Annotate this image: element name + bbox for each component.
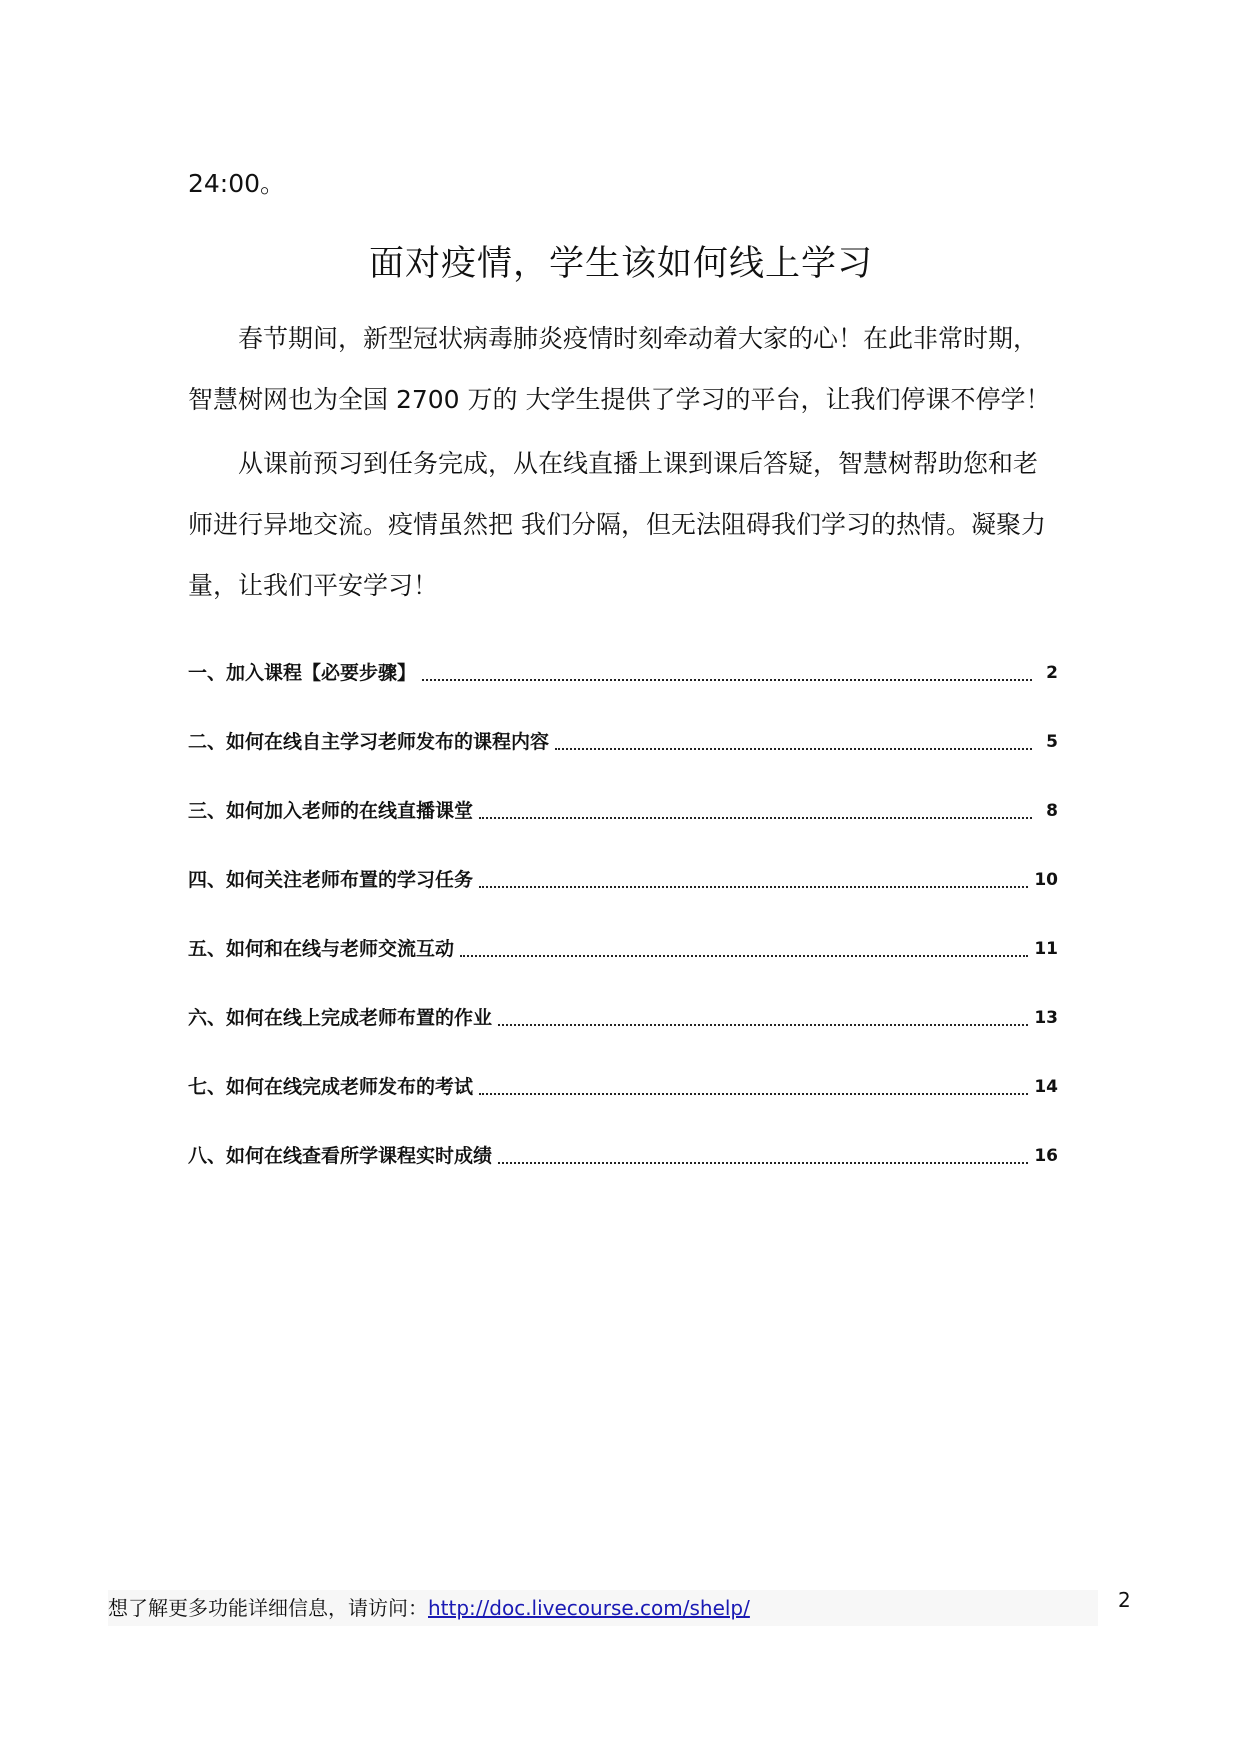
continued-text-fragment: 24:00。 (188, 169, 286, 198)
toc-dot-leader (460, 955, 1028, 957)
toc-entry-page: 10 (1034, 870, 1058, 890)
toc-entry-label: 二、如何在线自主学习老师发布的课程内容 (188, 731, 550, 753)
toc-entry-label: 三、如何加入老师的在线直播课堂 (188, 800, 474, 822)
toc-entry-label: 四、如何关注老师布置的学习任务 (188, 869, 474, 891)
toc-entry[interactable] (188, 864, 1058, 894)
toc-entry-page: 8 (1046, 801, 1058, 821)
help-link[interactable]: http://doc.livecourse.com/shelp/ (428, 1596, 750, 1620)
toc-dot-leader (479, 817, 1032, 819)
toc-dot-leader (479, 1093, 1028, 1095)
intro-paragraph-1 (188, 308, 1056, 430)
toc-entry[interactable] (188, 1071, 1058, 1101)
toc-entry-label: 六、如何在线上完成老师布置的作业 (188, 1007, 493, 1029)
toc-entry[interactable] (188, 1002, 1058, 1032)
intro-paragraph-1-text: 春节期间，新型冠状病毒肺炎疫情时刻牵动着大家的心！在此非常时期，智慧树网也为全国 2700 万的 大学生提供了学习的平台，让我们停课不停学！ (188, 324, 1051, 414)
toc-entry[interactable] (188, 1140, 1058, 1170)
toc-entry-page: 11 (1034, 939, 1058, 959)
toc-entry[interactable] (188, 795, 1058, 825)
footer-text: 想了解更多功能详细信息，请访问： (108, 1596, 428, 1620)
toc-entry-page: 5 (1046, 732, 1058, 752)
toc-entry-label: 七、如何在线完成老师发布的考试 (188, 1076, 474, 1098)
intro-paragraph-2 (188, 433, 1056, 616)
toc-entry-page: 13 (1034, 1008, 1058, 1028)
page-footer (108, 1590, 1098, 1626)
toc-entry-label: 八、如何在线查看所学课程实时成绩 (188, 1145, 493, 1167)
toc-dot-leader (498, 1162, 1028, 1164)
toc-dot-leader (422, 679, 1032, 681)
toc-dot-leader (498, 1024, 1028, 1026)
toc-dot-leader (555, 748, 1032, 750)
toc-entry-label: 一、加入课程【必要步骤】 (188, 662, 417, 684)
toc-entry-page: 2 (1046, 663, 1058, 683)
toc-entry[interactable] (188, 726, 1058, 756)
toc-dot-leader (479, 886, 1028, 888)
toc-entry-label: 五、如何和在线与老师交流互动 (188, 938, 455, 960)
toc-entry-page: 16 (1034, 1146, 1058, 1166)
toc-entry-page: 14 (1034, 1077, 1058, 1097)
intro-paragraph-2-text: 从课前预习到任务完成，从在线直播上课到课后答疑，智慧树帮助您和老师进行异地交流。疫情虽然把 我们分隔，但无法阻碍我们学习的热情。凝聚力量，让我们平安学习！ (188, 449, 1046, 600)
toc-entry[interactable] (188, 933, 1058, 963)
toc-entry[interactable] (188, 657, 1058, 687)
page-number: 2 (1118, 1588, 1131, 1612)
page-title: 面对疫情，学生该如何线上学习 (368, 244, 873, 284)
